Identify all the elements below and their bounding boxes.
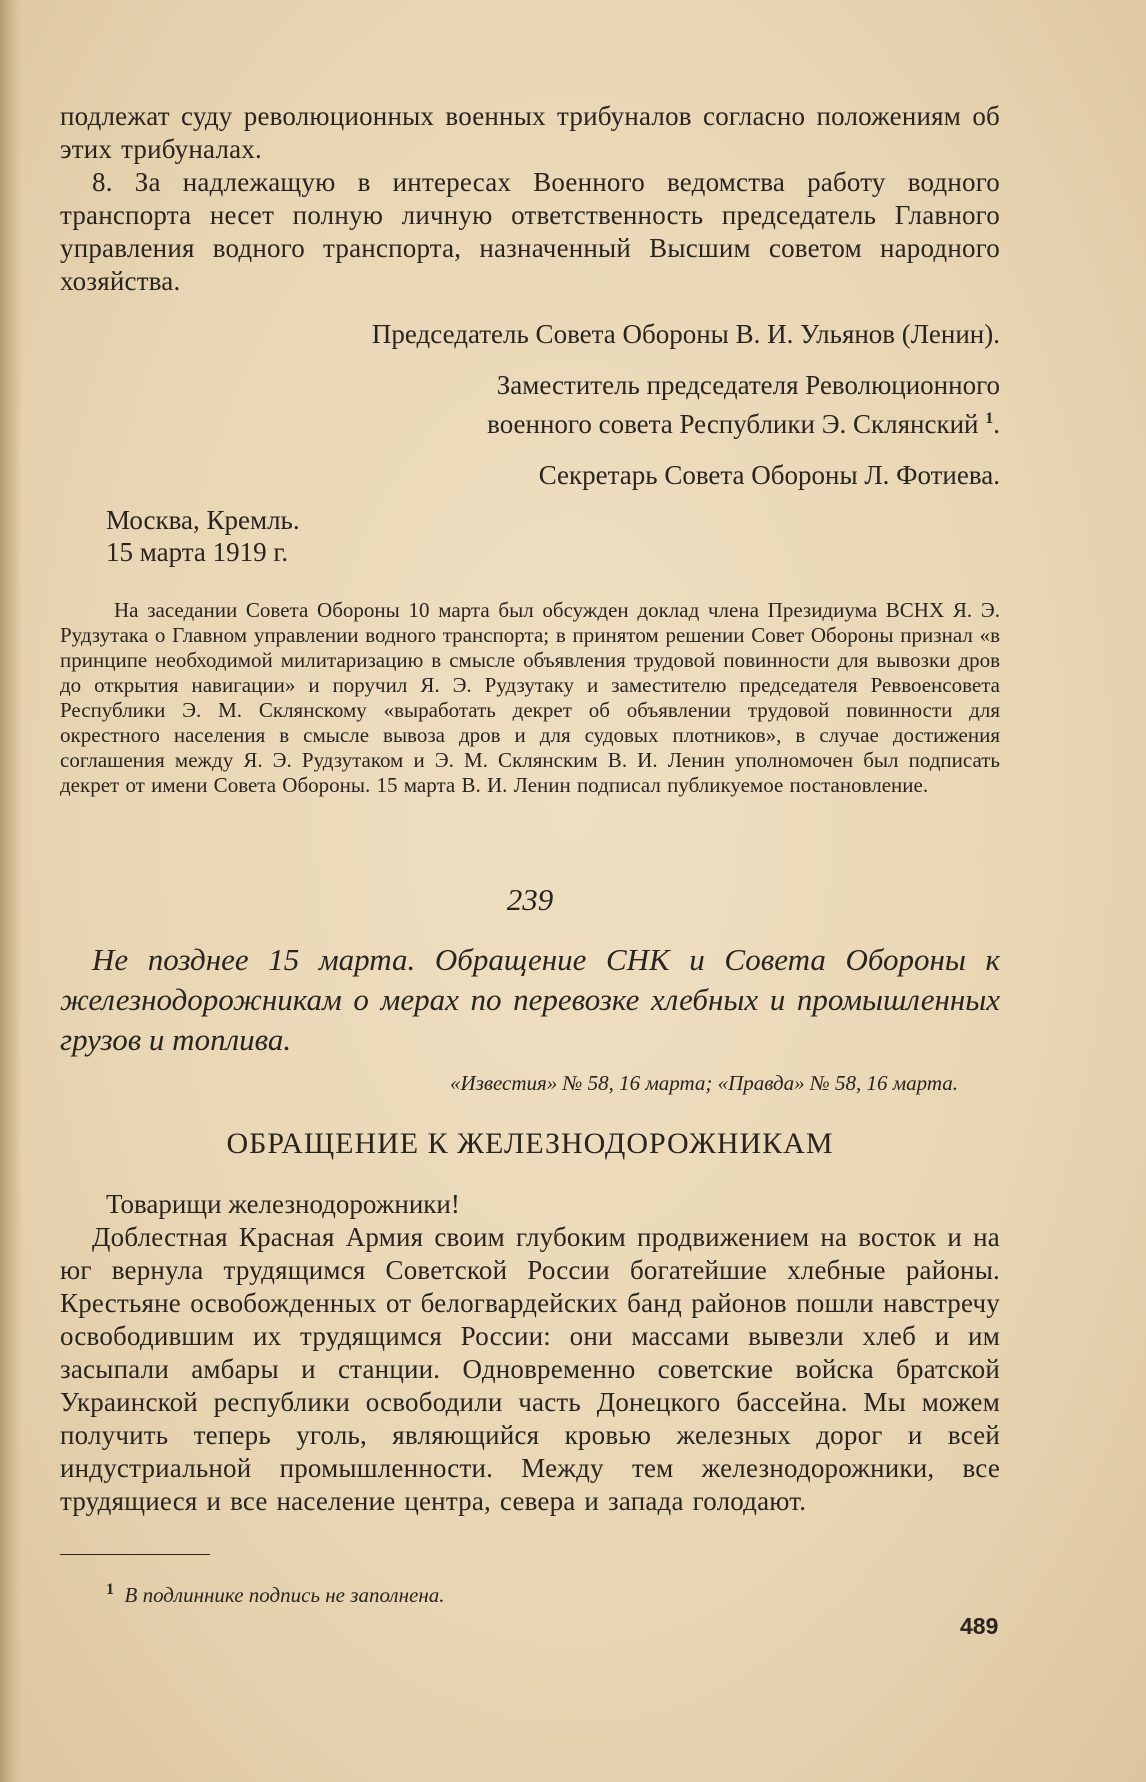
place-and-date [60, 504, 1000, 568]
page-binding-shadow [0, 0, 22, 1782]
salutation: Товарищи железнодорожники! [106, 1189, 460, 1219]
appeal-paragraph: Доблестная Красная Армия своим глубоким продвижением на восток и на юг вернула трудящимся Советской России богатейшие хлебные районы. Крестьяне освобожденных от белогвардейских банд районов пошли навстречу освободившим их трудящимся России: они массами вывезли хлеб и им засыпали амбары и станции. Одновременно советские войска братской Украинской республики освободили часть Донецкого бассейна. Мы можем получить теперь уголь, являющийся кровью железных дорог и всей индустриальной промышленности. Между тем железнодорожники, все трудящиеся и все население центра, севера и запада голодают. [60, 1222, 1000, 1516]
footnote-mark: 1 [106, 1581, 114, 1598]
deputy-signature-line-1: Заместитель председателя Революционного [496, 370, 1000, 400]
footnote-text: В подлиннике подпись не заполнена. [124, 1583, 445, 1607]
document-source: «Известия» № 58, 16 марта; «Правда» № 58, 16 марта. [450, 1071, 958, 1095]
footnote [60, 1577, 1000, 1608]
editorial-note: На заседании Совета Обороны 10 марта был обсужден доклад члена Президиума ВСНХ Я. Э. Рудзутака о Главном управлении водного транспорта; в принятом решении Совет Обороны признал «в принципе необходимой милитаризацию в смысле объявления трудовой повинности для вывозки дров до открытия навигации» и поручил Я. Э. Рудзутаку и заместителю председателя Реввоенсовета Республики Э. М. Склянскому «выработать декрет об объявлении трудовой повинности для окрестного населения в смысле вывоза дров и для судовых плотников», в случае достижения соглашения между Я. Э. Рудзутаком и Э. М. Склянским В. И. Ленин уполномочен был подписать декрет от имени Совета Обороны. 15 марта В. И. Ленин подписал публикуемое постановление. [60, 598, 1000, 797]
footnote-reference: 1 [985, 410, 994, 427]
footnote-divider [60, 1554, 210, 1555]
document-title: ОБРАЩЕНИЕ К ЖЕЛЕЗНОДОРОЖНИКАМ [226, 1127, 834, 1160]
document-heading: Не позднее 15 марта. Обращение СНК и Совета Обороны к железнодорожникам о мерах по перевозке хлебных и промышленных грузов и топлива. [60, 942, 1000, 1057]
chairman-signature: Председатель Совета Обороны В. И. Ульянов (Ленин). [371, 319, 1000, 349]
deputy-signature-end: . [993, 409, 1000, 439]
document-number: 239 [506, 882, 554, 917]
deputy-signature-line-2 [60, 402, 1000, 441]
deputy-signature-name: военного совета Республики Э. Склянский [487, 409, 979, 439]
place: Москва, Кремль. [106, 505, 300, 535]
secretary-signature: Секретарь Совета Обороны Л. Фотиева. [538, 460, 1000, 490]
page-number: 489 [960, 1613, 999, 1639]
date: 15 марта 1919 г. [106, 537, 289, 567]
point-8-paragraph: 8. За надлежащую в интересах Военного ведомства работу водного транспорта несет полную личную ответственность председатель Главного управления водного транспорта, назначенный Высшим советом народного хозяйства. [60, 167, 1000, 296]
page-content [60, 100, 1000, 1608]
continued-paragraph: подлежат суду революционных военных трибуналов согласно положениям об этих трибуналах. [60, 101, 1000, 164]
